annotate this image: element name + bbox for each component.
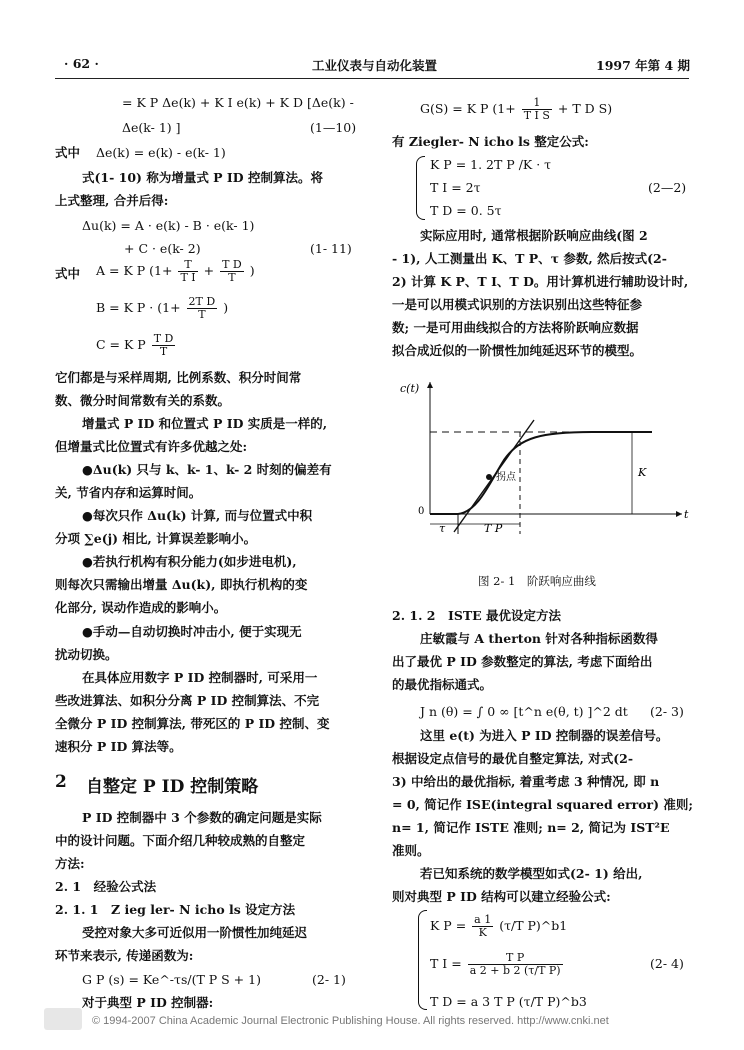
text-line: 这里 e(t) 为进入 P ID 控制器的误差信号。 [420,728,669,743]
eq-line: K P = 1. 2T P ∕K · τ [430,157,552,172]
text-line: 拟合成近似的一阶惯性加纯延迟环节的模型。 [392,343,643,358]
text-line: 扰动切换。 [55,647,118,662]
eq-line: T I = 2τ [430,180,481,195]
bullet-line: ●手动—自动切换时冲击小, 便于实现无 [82,624,302,639]
tp-label: T P [484,522,503,535]
bullet-line: ●Δu(k) 只与 k、k- 1、k- 2 时刻的偏差有 [82,462,332,477]
eq-number: (1—10) [310,120,357,135]
eq-line: J n (θ) = ∫ 0 ∞ [t^n e(θ, t) ]^2 dt [420,704,628,719]
issue-label: 1997 年第 4 期 [596,58,691,73]
text-line: 全微分 P ID 控制算法, 带死区的 P ID 控制、变 [55,716,330,731]
text-line: P ID 控制器中 3 个参数的确定问题是实际 [82,810,322,825]
equation-G: G(S) = K P (1+ $\frac{1}{\text{T I S}}$ + T D S) [420,96,613,122]
equation-ti: T I = $\frac{\text{T P}}{\text{a 2 + b 2 (τ/T P)}}$ [430,951,561,977]
brace [416,156,425,220]
eq-number: (2- 1) [312,972,346,987]
text-line: 关, 节省内存和运算时间。 [55,485,202,500]
k-label: K [638,466,647,479]
subsection-heading: 2. 1. 2 ISTE 最优设定方法 [392,608,562,623]
text-line: 在具体应用数字 P ID 控制器时, 可采用一 [82,670,318,685]
text-line: 数、微分时间常数有关的系数。 [55,393,231,408]
text-line: 分项 ∑e(j) 相比, 计算误差影响小。 [55,531,257,546]
text-line: 化部分, 误动作造成的影响小。 [55,600,227,615]
text-line: 一是可以用模式识别的方法识别出这些特征参 [392,297,643,312]
text-line: 上式整理, 合并后得: [55,193,169,208]
text-line: 根据设定点信号的最优自整定算法, 对式(2- [392,751,634,766]
text-line: 庄敏霞与 A therton 针对各种指标函数得 [420,631,658,646]
eq-number: (1- 11) [310,241,352,256]
eq-number: (2—2) [648,180,687,195]
subsection-heading: 2. 1 经验公式法 [55,879,157,894]
brace [418,910,427,1010]
eq-line: T D = 0. 5τ [430,203,502,218]
bullet-line: ●每次只作 Δu(k) 计算, 而与位置式中积 [82,508,313,523]
text-line: 则每次只需输出增量 Δu(k), 即执行机构的变 [55,577,308,592]
text-line: 些改进算法、如积分分离 P ID 控制算法、不完 [55,693,320,708]
eq-line: Δe(k- 1) ] [122,120,181,135]
text-line: 若已知系统的数学模型如式(2- 1) 给出, [420,866,643,881]
text-line: 2) 计算 K P、T I、T D。用计算机进行辅助设计时, [392,274,689,289]
eq-line: = K P Δe(k) + K I e(k) + K D [Δe(k) - [122,95,354,110]
response-curve [430,432,652,514]
text-line: 环节来表示, 传递函数为: [55,948,194,963]
cnki-logo [44,1008,82,1030]
text-line: 的最优指标通式。 [392,677,493,692]
equation-C: C = K P $\frac{\text{T D}}{T}$ [96,332,174,358]
inflection-point [486,474,492,480]
x-axis-label: t [684,508,689,521]
subsection-heading: 2. 1. 1 Z ieg ler- N icho ls 设定方法 [55,902,296,917]
text-line: n= 1, 简记作 ISTE 准则; n= 2, 简记为 IST²E [392,820,670,835]
eq-number: (2- 3) [650,704,684,719]
eq-number: (2- 4) [650,956,684,971]
label: 式中 [55,145,81,160]
equation-A: A = K P (1+ $\frac{T}{\text{T I}}$ + $\frac{\text{T D}}{T}$ ) [96,258,255,284]
text-line: = 0, 简记作 ISE(integral squared error) 准则; [392,797,694,812]
text-line: 出了最优 P ID 参数整定的算法, 考虑下面给出 [392,654,653,669]
equation-kp: K P = $\frac{a 1}{K}$ (τ/T P)^b1 [430,913,568,939]
tau-label: τ [439,522,446,535]
eq-line: Δe(k) = e(k) - e(k- 1) [96,145,226,160]
text-line: 准则。 [392,843,430,858]
equation-B: B = K P · (1+ $\frac{\text{2T D}}{T}$ ) [96,295,229,321]
text-line: 3) 中给出的最优指标, 着重考虑 3 种情况, 即 n [392,774,660,789]
text-line: 受控对象大多可近似用一阶惯性加纯延迟 [82,925,308,940]
origin-label: 0 [418,506,425,517]
text-line: 式(1- 10) 称为增量式 P ID 控制算法。将 [82,170,323,185]
text-line: 它们都是与采样周期, 比例系数、积分时间常 [55,370,302,385]
text-line: - 1), 人工测量出 K、T P、τ 参数, 然后按式(2- [392,251,667,266]
text-line: 方法: [55,856,85,871]
text-line: 有 Ziegler- N icho ls 整定公式: [392,134,589,149]
figure-caption: 图 2- 1 阶跃响应曲线 [478,574,596,588]
text-line: 速积分 P ID 算法等。 [55,739,182,754]
eq-line: Δu(k) = A · e(k) - B · e(k- 1) [82,218,255,233]
step-response-figure [392,362,702,572]
text-line: 实际应用时, 通常根据阶跃响应曲线(图 2 [420,228,648,243]
text-line: 中的设计问题。下面介绍几种较成熟的自整定 [55,833,306,848]
journal-title: 工业仪表与自动化装置 [312,58,438,73]
section-title: 自整定 P ID 控制策略 [86,777,259,797]
equation-td: T D = a 3 T P (τ/T P)^b3 [430,994,587,1009]
page-number: · 62 · [64,56,99,71]
eq-line: + C · e(k- 2) [124,241,201,256]
header-rule [55,78,689,79]
section-number: 2 [55,772,67,792]
bullet-line: ●若执行机构有积分能力(如步进电机), [82,554,297,569]
text-line: 则对典型 P ID 结构可以建立经验公式: [392,889,611,904]
inflection-label: 拐点 [496,472,516,483]
text-line: 对于典型 P ID 控制器: [82,995,214,1010]
text-line: 但增量式比位置式有许多优越之处: [55,439,248,454]
y-axis-label: c(t) [400,382,420,395]
text-line: 数; 一是可用曲线拟合的方法将阶跃响应数据 [392,320,639,335]
eq-line: G P (s) = Ke^-τs/(T P S + 1) [82,972,261,987]
text-line: 增量式 P ID 和位置式 P ID 实质是一样的, [82,416,328,431]
tangent-line [454,420,534,532]
copyright-footer: © 1994-2007 China Academic Journal Electronic Publishing House. All rights reserved. http://www.cnki.net [92,1015,609,1027]
label: 式中 [55,266,81,281]
